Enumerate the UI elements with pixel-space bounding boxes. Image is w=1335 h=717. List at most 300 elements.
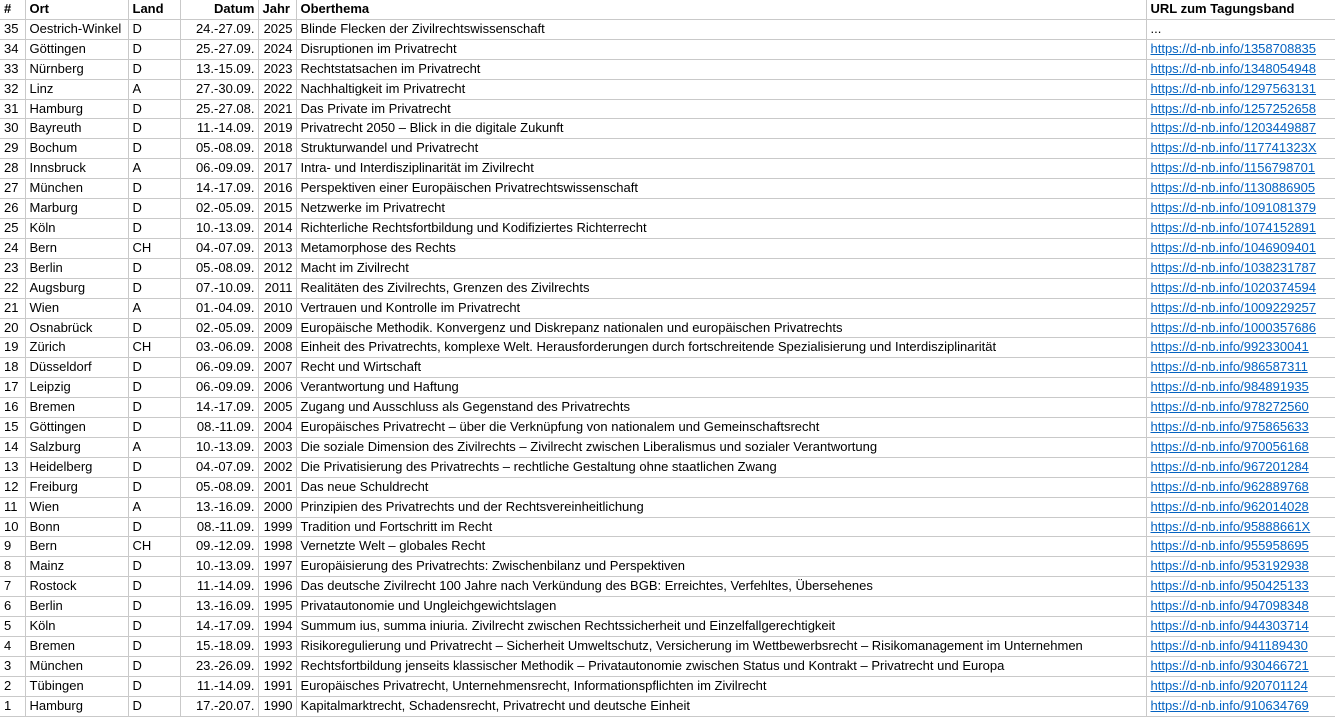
tagungsband-link[interactable]: https://d-nb.info/1091081379 — [1150, 200, 1317, 216]
jahr-cell: 2000 — [258, 497, 296, 517]
url-cell — [1146, 418, 1335, 438]
row-number-cell: 13 — [0, 457, 25, 477]
table-row — [0, 696, 1335, 716]
table-row — [0, 19, 1335, 39]
jahr-cell: 1994 — [258, 617, 296, 637]
oberthema-cell: Summum ius, summa iniuria. Zivilrecht zwischen Rechtssicherheit und Einzelfallgerechtigkeit — [296, 617, 1146, 637]
row-number-cell: 19 — [0, 338, 25, 358]
oberthema-cell: Rechtstatsachen im Privatrecht — [296, 59, 1146, 79]
jahr-cell: 2012 — [258, 258, 296, 278]
url-cell: ... — [1146, 19, 1335, 39]
ort-cell: Köln — [25, 617, 128, 637]
ort-cell: Mainz — [25, 557, 128, 577]
jahr-cell: 2008 — [258, 338, 296, 358]
url-cell — [1146, 378, 1335, 398]
oberthema-cell: Das deutsche Zivilrecht 100 Jahre nach Verkündung des BGB: Erreichtes, Verfehltes, Übersehenes — [296, 577, 1146, 597]
jahr-cell: 1993 — [258, 637, 296, 657]
url-cell — [1146, 258, 1335, 278]
url-cell — [1146, 537, 1335, 557]
oberthema-cell: Richterliche Rechtsfortbildung und Kodifiziertes Richterrecht — [296, 218, 1146, 238]
row-number-cell: 4 — [0, 637, 25, 657]
table-row — [0, 218, 1335, 238]
oberthema-cell: Vertrauen und Kontrolle im Privatrecht — [296, 298, 1146, 318]
datum-cell: 23.-26.09. — [180, 656, 258, 676]
tagungsband-link[interactable]: https://d-nb.info/941189430 — [1150, 638, 1308, 653]
jahr-cell: 1997 — [258, 557, 296, 577]
land-cell: D — [128, 398, 180, 418]
tagungsband-link[interactable]: https://d-nb.info/978272560 — [1150, 399, 1309, 415]
row-number-cell: 18 — [0, 358, 25, 378]
oberthema-cell: Tradition und Fortschritt im Recht — [296, 517, 1146, 537]
land-cell: D — [128, 199, 180, 219]
jahr-cell: 2001 — [258, 477, 296, 497]
oberthema-cell: Disruptionen im Privatrecht — [296, 39, 1146, 59]
url-cell — [1146, 79, 1335, 99]
jahr-cell: 2016 — [258, 179, 296, 199]
tagungsband-link[interactable]: https://d-nb.info/1000357686 — [1150, 319, 1317, 335]
datum-cell: 02.-05.09. — [180, 318, 258, 338]
column-header-nr: # — [0, 0, 25, 19]
ort-cell: Rostock — [25, 577, 128, 597]
table-row — [0, 597, 1335, 617]
tagungsband-link[interactable]: https://d-nb.info/992330041 — [1150, 339, 1309, 355]
row-number-cell: 12 — [0, 477, 25, 497]
jahr-cell: 1990 — [258, 696, 296, 716]
ort-cell: Bonn — [25, 517, 128, 537]
url-cell — [1146, 557, 1335, 577]
jahr-cell: 2003 — [258, 437, 296, 457]
url-cell — [1146, 298, 1335, 318]
ort-cell: Bern — [25, 537, 128, 557]
table-row — [0, 378, 1335, 398]
jahr-cell: 2007 — [258, 358, 296, 378]
oberthema-cell: Perspektiven einer Europäischen Privatrechtswissenschaft — [296, 179, 1146, 199]
table-row — [0, 517, 1335, 537]
oberthema-cell: Macht im Zivilrecht — [296, 258, 1146, 278]
land-cell: A — [128, 437, 180, 457]
url-cell — [1146, 159, 1335, 179]
tagungsband-link[interactable]: https://d-nb.info/1297563131 — [1150, 80, 1317, 96]
row-number-cell: 35 — [0, 19, 25, 39]
ort-cell: Osnabrück — [25, 318, 128, 338]
url-cell — [1146, 218, 1335, 238]
url-cell — [1146, 358, 1335, 378]
url-cell — [1146, 637, 1335, 657]
table-row — [0, 119, 1335, 139]
datum-cell: 04.-07.09. — [180, 457, 258, 477]
tagungsband-link[interactable]: https://d-nb.info/1038231787 — [1150, 259, 1317, 275]
jahr-cell: 1996 — [258, 577, 296, 597]
row-number-cell: 2 — [0, 676, 25, 696]
url-cell — [1146, 59, 1335, 79]
ort-cell: Leipzig — [25, 378, 128, 398]
datum-cell: 27.-30.09. — [180, 79, 258, 99]
land-cell: D — [128, 378, 180, 398]
row-number-cell: 7 — [0, 577, 25, 597]
oberthema-cell: Risikoregulierung und Privatrecht – Sicherheit Umweltschutz, Versicherung im Wettbewerbsrecht – Risikomanagement im Unternehmen — [296, 637, 1146, 657]
row-number-cell: 34 — [0, 39, 25, 59]
datum-cell: 06.-09.09. — [180, 358, 258, 378]
land-cell: D — [128, 139, 180, 159]
row-number-cell: 31 — [0, 99, 25, 119]
jahr-cell: 1998 — [258, 537, 296, 557]
datum-cell: 06.-09.09. — [180, 159, 258, 179]
tagungsband-link[interactable]: https://d-nb.info/1348054948 — [1150, 60, 1317, 76]
tagungsband-link[interactable]: https://d-nb.info/1358708835 — [1150, 40, 1317, 56]
url-cell — [1146, 497, 1335, 517]
column-header-ort: Ort — [25, 0, 128, 19]
land-cell: D — [128, 39, 180, 59]
ort-cell: Oestrich-Winkel — [25, 19, 128, 39]
table-row — [0, 557, 1335, 577]
table-row — [0, 457, 1335, 477]
oberthema-cell: Das Private im Privatrecht — [296, 99, 1146, 119]
table-row — [0, 318, 1335, 338]
table-row — [0, 637, 1335, 657]
oberthema-cell: Recht und Wirtschaft — [296, 358, 1146, 378]
datum-cell: 14.-17.09. — [180, 179, 258, 199]
url-cell — [1146, 119, 1335, 139]
row-number-cell: 22 — [0, 278, 25, 298]
tagungsband-link[interactable]: https://d-nb.info/95888661X — [1150, 518, 1311, 534]
oberthema-cell: Die soziale Dimension des Zivilrechts – Zivilrecht zwischen Liberalismus und sozialer Verantwortung — [296, 437, 1146, 457]
datum-cell: 06.-09.09. — [180, 378, 258, 398]
jahr-cell: 2002 — [258, 457, 296, 477]
jahr-cell: 1992 — [258, 656, 296, 676]
datum-cell: 02.-05.09. — [180, 199, 258, 219]
url-cell — [1146, 676, 1335, 696]
table-row — [0, 79, 1335, 99]
url-cell — [1146, 617, 1335, 637]
oberthema-cell: Europäisches Privatrecht – über die Verknüpfung von nationalem und Gemeinschaftsrecht — [296, 418, 1146, 438]
land-cell: CH — [128, 238, 180, 258]
tagungsband-link[interactable]: https://d-nb.info/947098348 — [1150, 598, 1309, 614]
tagungsband-link[interactable]: https://d-nb.info/944303714 — [1150, 618, 1309, 634]
jahr-cell: 2004 — [258, 418, 296, 438]
datum-cell: 09.-12.09. — [180, 537, 258, 557]
jahr-cell: 2017 — [258, 159, 296, 179]
oberthema-cell: Netzwerke im Privatrecht — [296, 199, 1146, 219]
ort-cell: Bochum — [25, 139, 128, 159]
table-row — [0, 437, 1335, 457]
land-cell: D — [128, 278, 180, 298]
land-cell: D — [128, 656, 180, 676]
column-header-jahr: Jahr — [258, 0, 296, 19]
jahr-cell: 2024 — [258, 39, 296, 59]
oberthema-cell: Europäische Methodik. Konvergenz und Diskrepanz nationalen und europäischen Privatrechts — [296, 318, 1146, 338]
tagungsband-link[interactable]: https://d-nb.info/1046909401 — [1150, 239, 1317, 255]
url-cell — [1146, 517, 1335, 537]
land-cell: D — [128, 19, 180, 39]
datum-cell: 17.-20.07. — [180, 696, 258, 716]
datum-cell: 07.-10.09. — [180, 278, 258, 298]
jahr-cell: 2021 — [258, 99, 296, 119]
url-cell — [1146, 39, 1335, 59]
url-cell — [1146, 577, 1335, 597]
table-row — [0, 139, 1335, 159]
row-number-cell: 15 — [0, 418, 25, 438]
datum-cell: 13.-16.09. — [180, 597, 258, 617]
ort-cell: Zürich — [25, 338, 128, 358]
ort-cell: Bremen — [25, 398, 128, 418]
ort-cell: Berlin — [25, 258, 128, 278]
url-cell — [1146, 477, 1335, 497]
row-number-cell: 10 — [0, 517, 25, 537]
land-cell: D — [128, 477, 180, 497]
ort-cell: Augsburg — [25, 278, 128, 298]
url-cell — [1146, 179, 1335, 199]
tagungsband-link[interactable]: https://d-nb.info/1020374594 — [1150, 279, 1317, 295]
row-number-cell: 26 — [0, 199, 25, 219]
land-cell: D — [128, 99, 180, 119]
datum-cell: 14.-17.09. — [180, 617, 258, 637]
tagungsband-link[interactable]: https://d-nb.info/953192938 — [1150, 558, 1309, 574]
land-cell: D — [128, 119, 180, 139]
table-row — [0, 617, 1335, 637]
url-cell — [1146, 338, 1335, 358]
land-cell: D — [128, 577, 180, 597]
oberthema-cell: Metamorphose des Rechts — [296, 238, 1146, 258]
land-cell: A — [128, 79, 180, 99]
ort-cell: Salzburg — [25, 437, 128, 457]
jahr-cell: 2019 — [258, 119, 296, 139]
datum-cell: 10.-13.09. — [180, 218, 258, 238]
tagungsband-link[interactable]: https://d-nb.info/962889768 — [1150, 478, 1309, 494]
ort-cell: Bremen — [25, 637, 128, 657]
land-cell: CH — [128, 338, 180, 358]
oberthema-cell: Nachhaltigkeit im Privatrecht — [296, 79, 1146, 99]
jahr-cell: 2014 — [258, 218, 296, 238]
ort-cell: Linz — [25, 79, 128, 99]
ort-cell: Göttingen — [25, 418, 128, 438]
jahr-cell: 2013 — [258, 238, 296, 258]
column-header-url: URL zum Tagungsband — [1146, 0, 1335, 19]
tagungsband-link[interactable]: https://d-nb.info/1074152891 — [1150, 219, 1317, 235]
oberthema-cell: Intra- und Interdisziplinarität im Zivilrecht — [296, 159, 1146, 179]
tagungsband-link[interactable]: https://d-nb.info/962014028 — [1150, 498, 1309, 514]
ort-cell: Wien — [25, 497, 128, 517]
url-cell — [1146, 597, 1335, 617]
datum-cell: 04.-07.09. — [180, 238, 258, 258]
tagungsband-link[interactable]: https://d-nb.info/970056168 — [1150, 438, 1309, 454]
url-cell — [1146, 318, 1335, 338]
ort-cell: Innsbruck — [25, 159, 128, 179]
tagungsband-link[interactable]: https://d-nb.info/967201284 — [1150, 458, 1309, 474]
ort-cell: Bern — [25, 238, 128, 258]
tagungsband-link[interactable]: https://d-nb.info/975865633 — [1150, 419, 1309, 435]
tagungsband-link[interactable]: https://d-nb.info/984891935 — [1150, 379, 1309, 395]
ort-cell: Freiburg — [25, 477, 128, 497]
jahr-cell: 2023 — [258, 59, 296, 79]
land-cell: D — [128, 318, 180, 338]
url-cell — [1146, 278, 1335, 298]
oberthema-cell: Das neue Schuldrecht — [296, 477, 1146, 497]
jahr-cell: 1991 — [258, 676, 296, 696]
table-row — [0, 656, 1335, 676]
tagungsband-link[interactable]: https://d-nb.info/117741323X — [1150, 140, 1317, 156]
table-row — [0, 418, 1335, 438]
column-header-land: Land — [128, 0, 180, 19]
tagungsband-link[interactable]: https://d-nb.info/1257252658 — [1150, 100, 1317, 116]
datum-cell: 05.-08.09. — [180, 477, 258, 497]
tagungsband-link[interactable]: https://d-nb.info/950425133 — [1150, 578, 1309, 594]
jahr-cell: 2011 — [258, 278, 296, 298]
table-row — [0, 358, 1335, 378]
column-header-datum: Datum — [180, 0, 258, 19]
datum-cell: 25.-27.09. — [180, 39, 258, 59]
oberthema-cell: Europäisches Privatrecht, Unternehmensrecht, Informationspflichten im Zivilrecht — [296, 676, 1146, 696]
url-cell — [1146, 199, 1335, 219]
tagungsband-link[interactable]: https://d-nb.info/1009229257 — [1150, 299, 1317, 315]
ort-cell: Tübingen — [25, 676, 128, 696]
url-cell — [1146, 656, 1335, 676]
land-cell: D — [128, 218, 180, 238]
ort-cell: Köln — [25, 218, 128, 238]
tagungsband-link[interactable]: https://d-nb.info/1203449887 — [1150, 120, 1317, 136]
ort-cell: Marburg — [25, 199, 128, 219]
ort-cell: München — [25, 656, 128, 676]
jahr-cell: 2005 — [258, 398, 296, 418]
table-row — [0, 477, 1335, 497]
land-cell: A — [128, 298, 180, 318]
row-number-cell: 1 — [0, 696, 25, 716]
datum-cell: 05.-08.09. — [180, 258, 258, 278]
oberthema-cell: Strukturwandel und Privatrecht — [296, 139, 1146, 159]
oberthema-cell: Realitäten des Zivilrechts, Grenzen des Zivilrechts — [296, 278, 1146, 298]
row-number-cell: 21 — [0, 298, 25, 318]
datum-cell: 10.-13.09. — [180, 437, 258, 457]
row-number-cell: 30 — [0, 119, 25, 139]
jahr-cell: 2015 — [258, 199, 296, 219]
table-row — [0, 59, 1335, 79]
land-cell: D — [128, 617, 180, 637]
table-row — [0, 338, 1335, 358]
row-number-cell: 32 — [0, 79, 25, 99]
row-number-cell: 24 — [0, 238, 25, 258]
table-row — [0, 99, 1335, 119]
jahr-cell: 2006 — [258, 378, 296, 398]
land-cell: D — [128, 179, 180, 199]
land-cell: CH — [128, 537, 180, 557]
land-cell: D — [128, 517, 180, 537]
oberthema-cell: Privatrecht 2050 – Blick in die digitale Zukunft — [296, 119, 1146, 139]
datum-cell: 13.-16.09. — [180, 497, 258, 517]
oberthema-cell: Europäisierung des Privatrechts: Zwischenbilanz und Perspektiven — [296, 557, 1146, 577]
land-cell: D — [128, 557, 180, 577]
table-row — [0, 537, 1335, 557]
table-row — [0, 497, 1335, 517]
ort-cell: Heidelberg — [25, 457, 128, 477]
oberthema-cell: Verantwortung und Haftung — [296, 378, 1146, 398]
oberthema-cell: Prinzipien des Privatrechts und der Rechtsvereinheitlichung — [296, 497, 1146, 517]
jahr-cell: 2022 — [258, 79, 296, 99]
row-number-cell: 16 — [0, 398, 25, 418]
row-number-cell: 20 — [0, 318, 25, 338]
oberthema-cell: Blinde Flecken der Zivilrechtswissenschaft — [296, 19, 1146, 39]
header-row — [0, 0, 1335, 19]
oberthema-cell: Zugang und Ausschluss als Gegenstand des Privatrechts — [296, 398, 1146, 418]
ort-cell: Nürnberg — [25, 59, 128, 79]
ort-cell: Berlin — [25, 597, 128, 617]
datum-cell: 10.-13.09. — [180, 557, 258, 577]
land-cell: D — [128, 637, 180, 657]
datum-cell: 24.-27.09. — [180, 19, 258, 39]
table-row — [0, 159, 1335, 179]
tagungsband-link[interactable]: https://d-nb.info/930466721 — [1150, 657, 1309, 673]
jahr-cell: 2018 — [258, 139, 296, 159]
datum-cell: 11.-14.09. — [180, 577, 258, 597]
land-cell: D — [128, 418, 180, 438]
table-row — [0, 398, 1335, 418]
land-cell: D — [128, 696, 180, 716]
table-row — [0, 676, 1335, 696]
ort-cell: München — [25, 179, 128, 199]
tagungsband-link[interactable]: https://d-nb.info/955958695 — [1150, 538, 1309, 554]
row-number-cell: 17 — [0, 378, 25, 398]
table-row — [0, 179, 1335, 199]
datum-cell: 11.-14.09. — [180, 119, 258, 139]
ort-cell: Wien — [25, 298, 128, 318]
land-cell: D — [128, 457, 180, 477]
table-row — [0, 298, 1335, 318]
url-cell — [1146, 238, 1335, 258]
row-number-cell: 29 — [0, 139, 25, 159]
datum-cell: 05.-08.09. — [180, 139, 258, 159]
row-number-cell: 6 — [0, 597, 25, 617]
table-row — [0, 258, 1335, 278]
table-row — [0, 199, 1335, 219]
ort-cell: Hamburg — [25, 696, 128, 716]
jahr-cell: 1995 — [258, 597, 296, 617]
datum-cell: 08.-11.09. — [180, 418, 258, 438]
tagungsband-link[interactable]: https://d-nb.info/1156798701 — [1150, 160, 1316, 176]
land-cell: D — [128, 358, 180, 378]
oberthema-cell: Vernetzte Welt – globales Recht — [296, 537, 1146, 557]
row-number-cell: 27 — [0, 179, 25, 199]
datum-cell: 01.-04.09. — [180, 298, 258, 318]
datum-cell: 15.-18.09. — [180, 637, 258, 657]
tagungsband-link[interactable]: https://d-nb.info/1130886905 — [1150, 180, 1316, 196]
table-row — [0, 238, 1335, 258]
table-row — [0, 39, 1335, 59]
row-number-cell: 5 — [0, 617, 25, 637]
jahr-cell: 1999 — [258, 517, 296, 537]
tagungsband-link[interactable]: https://d-nb.info/920701124 — [1150, 677, 1308, 693]
land-cell: D — [128, 59, 180, 79]
table-row — [0, 278, 1335, 298]
datum-cell: 08.-11.09. — [180, 517, 258, 537]
land-cell: D — [128, 258, 180, 278]
datum-cell: 14.-17.09. — [180, 398, 258, 418]
ort-cell: Bayreuth — [25, 119, 128, 139]
ort-cell: Düsseldorf — [25, 358, 128, 378]
jahr-cell: 2025 — [258, 19, 296, 39]
jahr-cell: 2010 — [258, 298, 296, 318]
column-header-oberthema: Oberthema — [296, 0, 1146, 19]
row-number-cell: 33 — [0, 59, 25, 79]
datum-cell: 11.-14.09. — [180, 676, 258, 696]
row-number-cell: 14 — [0, 437, 25, 457]
tagungsband-link[interactable]: https://d-nb.info/986587311 — [1150, 359, 1308, 375]
oberthema-cell: Rechtsfortbildung jenseits klassischer Methodik – Privatautonomie zwischen Status und Kontrakt – Privatrecht und Europa — [296, 656, 1146, 676]
ort-cell: Göttingen — [25, 39, 128, 59]
row-number-cell: 9 — [0, 537, 25, 557]
land-cell: A — [128, 497, 180, 517]
tagungsband-link[interactable]: https://d-nb.info/910634769 — [1150, 697, 1309, 713]
url-cell — [1146, 99, 1335, 119]
row-number-cell: 11 — [0, 497, 25, 517]
land-cell: D — [128, 676, 180, 696]
